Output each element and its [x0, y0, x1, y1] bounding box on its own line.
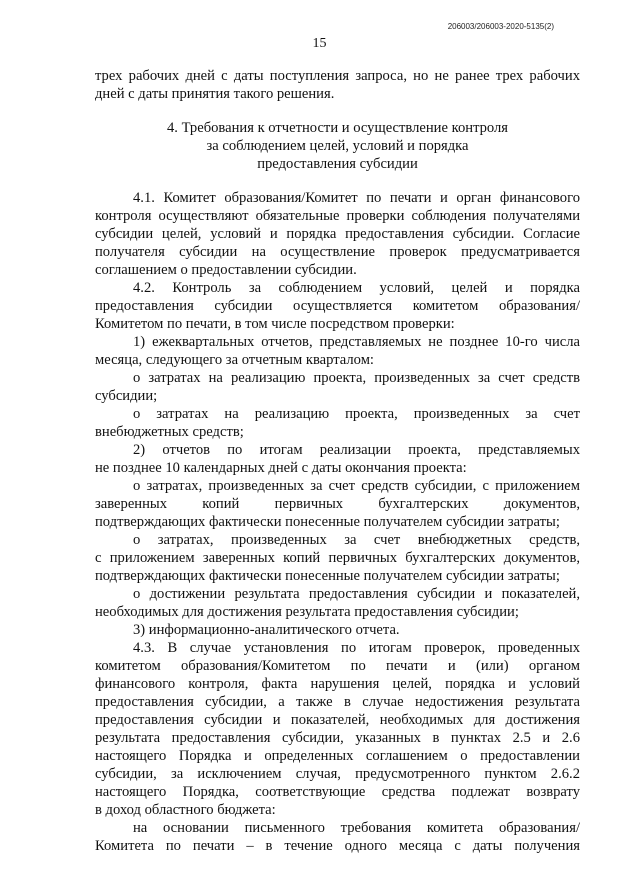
text-line: Комитета по печати – в течение одного месяца с даты получения — [95, 838, 580, 854]
text-line: 3) информационно-аналитического отчета. — [133, 622, 400, 638]
section-title — [95, 119, 580, 173]
paragraph-4-1 — [95, 189, 580, 279]
text-line: внебюджетных средств; — [95, 424, 244, 440]
text-line: получателя субсидии на осуществление проверок предусматривается — [95, 244, 580, 260]
text-line: 1) ежеквартальных отчетов, представляемых не позднее 10-го числа — [133, 334, 580, 350]
text-line: Комитетом по печати, в том числе посредством проверки: — [95, 316, 455, 332]
text-line: не позднее 10 календарных дней с даты окончания проекта: — [95, 460, 467, 476]
section-title-line: 4. Требования к отчетности и осуществление контроля — [166, 120, 509, 136]
text-line: результата предоставления субсидии, указанных в пунктах 2.5 и 2.6 — [95, 730, 580, 746]
text-line: о затратах, произведенных за счет внебюджетных средств, — [133, 532, 580, 548]
list-item-2 — [95, 441, 580, 477]
text-line: 4.2. Контроль за соблюдением условий, целей и порядка — [133, 280, 580, 296]
text-line: предоставления субсидии и показателей, необходимых для достижения — [95, 712, 580, 728]
text-line: трех рабочих дней с даты поступления запроса, но не ранее трех рабочих — [95, 68, 580, 84]
text-line: заверенных копий первичных бухгалтерских документов, — [95, 496, 580, 512]
text-line: субсидии целей, условий и порядка предоставления субсидии. Согласие — [95, 226, 580, 242]
text-line: необходимых для достижения результата предоставления субсидии; — [95, 604, 519, 620]
text-line: подтверждающих фактически понесенные получателем субсидии затраты; — [95, 514, 560, 530]
text-line: соглашением о предоставлении субсидии. — [95, 262, 357, 278]
document-id: 206003/206003-2020-5135(2) — [447, 22, 554, 31]
text-line: 4.1. Комитет образования/Комитет по печати и орган финансового — [133, 190, 580, 206]
paragraph-4-3 — [95, 639, 580, 819]
text-line: с приложением заверенных копий первичных бухгалтерских документов, — [95, 550, 580, 566]
text-line: месяца, следующего за отчетным кварталом: — [95, 352, 374, 368]
section-title-line: предоставления субсидии — [257, 156, 418, 172]
paragraph-4-2 — [95, 279, 580, 333]
list-item-2c — [95, 585, 580, 621]
document-body — [95, 67, 580, 855]
text-line: о затратах на реализацию проекта, произведенных за счет средств — [133, 370, 580, 386]
list-item-1 — [95, 333, 580, 369]
page-number: 15 — [312, 36, 327, 51]
list-item-2a — [95, 477, 580, 531]
list-item-1a — [95, 369, 580, 405]
text-line: дней с даты принятия такого решения. — [95, 86, 335, 102]
text-line: в доход областного бюджета: — [95, 802, 276, 818]
text-line: предоставления субсидии осуществляется комитетом образования/ — [95, 298, 580, 314]
list-item-2b — [95, 531, 580, 585]
text-line: финансового контроля, факта нарушения целей, порядка и условий — [95, 676, 580, 692]
text-line: субсидии; — [95, 388, 158, 404]
text-line: о достижении результата предоставления субсидии и показателей, — [133, 586, 580, 602]
text-line: предоставления субсидии, а также в случае недостижения результата — [95, 694, 580, 710]
list-item-3 — [95, 621, 580, 639]
text-line: настоящего Порядка и определенных соглашением о предоставлении — [95, 748, 580, 764]
text-line: 2) отчетов по итогам реализации проекта, представляемых — [133, 442, 580, 458]
text-line: на основании письменного требования комитета образования/ — [133, 820, 580, 836]
text-line: настоящего Порядка, соответствующие средства подлежат возврату — [95, 784, 580, 800]
text-line: 4.3. В случае установления по итогам проверок, проведенных — [133, 640, 580, 656]
text-line: субсидии, за исключением случая, предусмотренного пунктом 2.6.2 — [95, 766, 580, 782]
text-line: подтверждающих фактически понесенные получателем субсидии затраты; — [95, 568, 560, 584]
text-line: о затратах на реализацию проекта, произведенных за счет — [133, 406, 580, 422]
intro-paragraph — [95, 67, 580, 103]
paragraph-last — [95, 819, 580, 855]
text-line: о затратах, произведенных за счет средств субсидии, с приложением — [133, 478, 580, 494]
text-line: контроля осуществляют обязательные проверки соблюдения получателями — [95, 208, 580, 224]
list-item-1b — [95, 405, 580, 441]
text-line: комитетом образования/Комитетом по печати и (или) органом — [95, 658, 580, 674]
section-title-line: за соблюдением целей, условий и порядка — [206, 138, 469, 154]
